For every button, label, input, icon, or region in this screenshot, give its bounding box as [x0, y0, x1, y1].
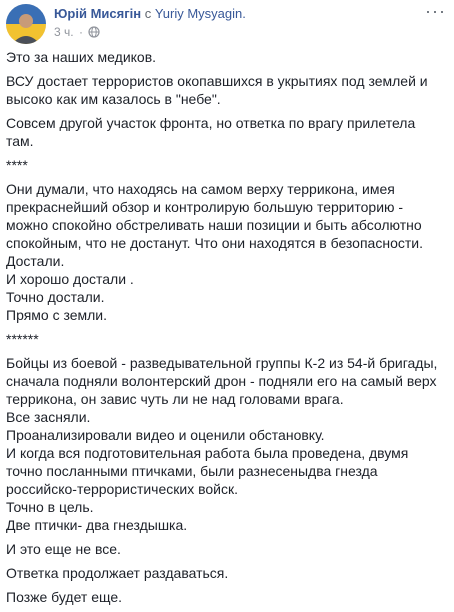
post-text-line: Бойцы из боевой - разведывательной группы К-2 из 54-й бригады, сначала подняли волонтерский дрон - подняли его на самый верх терриконa, он завис чуть ли не над головами врага. [6, 355, 438, 407]
post-body [6, 48, 446, 612]
post-paragraph [6, 114, 446, 150]
globe-icon[interactable] [88, 26, 100, 38]
post-text-line: Они думали, что находясь на самом верху терриконa, имея прекраснейший обзор и контролирую большую территорию - можно спокойно обстреливать наши позиции и быть абсолютно спокойным, что не достанут. Что они находятся в безопасности. [6, 181, 423, 251]
meta-separator: · [78, 25, 83, 39]
post-paragraph [6, 354, 446, 534]
post-text-line: Позже будет еще. [6, 589, 123, 605]
author-line [54, 6, 246, 21]
tagged-user-link[interactable]: Yuriy Mysyagin. [154, 6, 246, 21]
post-text-line: И это еще не все. [6, 541, 121, 557]
post-timestamp[interactable]: 3 ч. [54, 25, 74, 39]
with-label: с [144, 6, 152, 21]
post-text-line: И когда вся подготовительная работа была проведена, двумя точно посланными птичками, были разнесеныдва гнезда российско-террористических войск. [6, 445, 409, 497]
post-text-line: Все засняли. [6, 409, 91, 425]
post-text-line: Две птички- два гнездышка. [6, 517, 188, 533]
post-text-line: Точно достали. [6, 289, 105, 305]
post-text-line: Точно в цель. [6, 499, 94, 515]
post-text-line: Прямо с земли. [6, 307, 108, 323]
post-header [6, 1, 448, 44]
more-options-icon[interactable]: ··· [425, 1, 446, 21]
post-paragraph [6, 156, 446, 174]
post-text-line: И хорошо достали . [6, 271, 134, 287]
post-paragraph [6, 180, 446, 324]
post-paragraph [6, 564, 446, 582]
avatar[interactable] [6, 4, 46, 44]
post-paragraph [6, 540, 446, 558]
post-text-line: Ответка продолжает раздаваться. [6, 565, 229, 581]
post-text-line: Проанализировали видео и оценили обстановку. [6, 427, 325, 443]
post-text-line: Достали. [6, 253, 65, 269]
post-text-line: ВСУ достает террористов окопавшихся в укрытиях под землей и высоко как им казалось в "небе". [6, 73, 428, 107]
post-paragraph [6, 330, 446, 348]
author-name-link[interactable]: Юрій Мисягін [54, 6, 142, 21]
post-text-line: Совсем другой участок фронта, но ответка по врагу прилетела там. [6, 115, 416, 149]
post-meta [54, 25, 100, 39]
avatar-image-icon [6, 4, 46, 44]
post-text-line: Это за наших медиков. [6, 49, 157, 65]
post-paragraph [6, 588, 446, 606]
post-text-line: ****** [6, 331, 39, 347]
post-text-line: **** [6, 157, 28, 173]
post-paragraph [6, 72, 446, 108]
post-paragraph [6, 48, 446, 66]
